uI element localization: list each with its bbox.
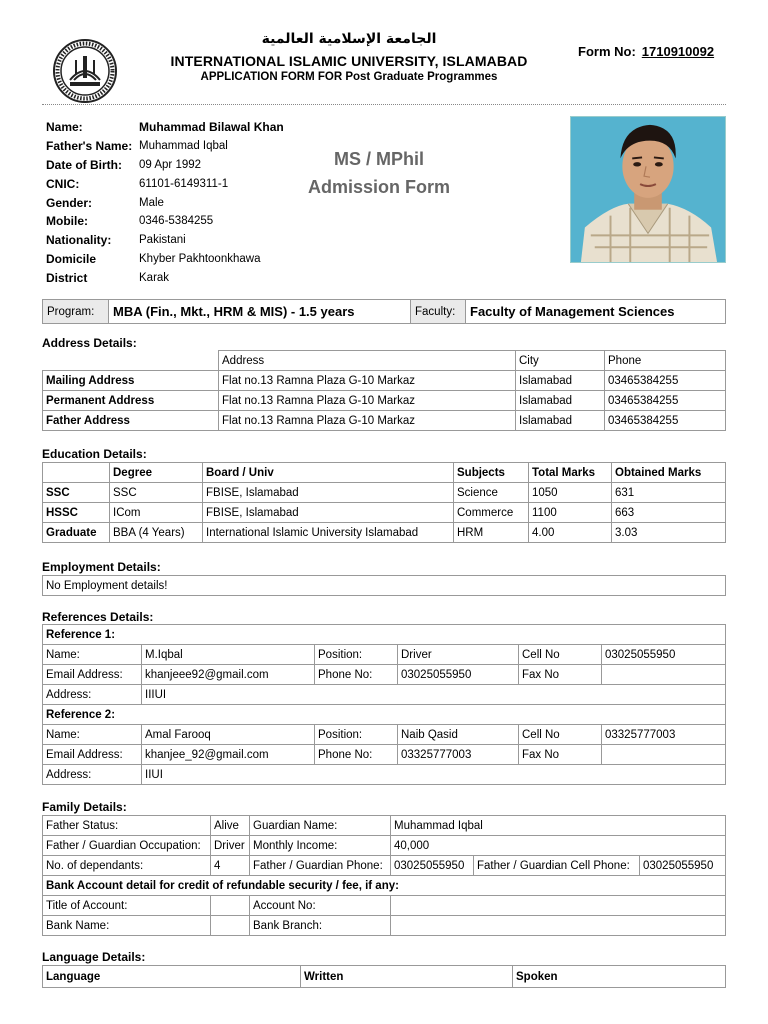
employment-table: [42, 575, 726, 596]
table-cell: 1100: [529, 503, 612, 523]
table-header-cell: Degree: [110, 463, 203, 483]
table-cell: Account No:: [250, 896, 391, 916]
info-label: Gender:: [46, 195, 93, 210]
table-cell: Father / Guardian Phone:: [250, 856, 391, 876]
info-row-cnic: [46, 174, 284, 193]
faculty-value: Faculty of Management Sciences: [470, 304, 675, 319]
info-label: Name:: [46, 120, 83, 135]
header-divider: [42, 104, 726, 105]
employment-section-title: Employment Details:: [42, 560, 161, 574]
table-cell: International Islamic University Islamabad: [203, 523, 454, 543]
table-cell: Science: [454, 483, 529, 503]
table-cell: Driver: [398, 645, 519, 665]
form-number-value: 1710910092: [641, 44, 715, 59]
program-value: MBA (Fin., Mkt., HRM & MIS) - 1.5 years: [109, 300, 411, 323]
info-row-gender: [46, 193, 284, 212]
form-number: [578, 44, 714, 59]
info-value: Muhammad Bilawal Khan: [139, 120, 284, 135]
table-row: [43, 856, 726, 876]
table-cell: [602, 745, 726, 765]
table-cell: 03025055950: [391, 856, 474, 876]
table-cell: 4.00: [529, 523, 612, 543]
table-cell: [211, 916, 250, 936]
address-section-title: Address Details:: [42, 336, 137, 350]
table-cell: Father Status:: [43, 816, 211, 836]
table-header-cell: Written: [301, 966, 513, 988]
table-cell: Islamabad: [516, 371, 605, 391]
education-section-title: Education Details:: [42, 447, 147, 461]
info-row-nationality: [46, 231, 284, 250]
table-header-cell: Address: [219, 351, 516, 371]
table-cell: khanjeee92@gmail.com: [142, 665, 315, 685]
form-title: APPLICATION FORM FOR Post Graduate Programmes: [200, 71, 498, 83]
table-header-cell: [43, 351, 219, 371]
language-section-title: Language Details:: [42, 950, 146, 964]
info-value: 0346-5384255: [139, 215, 214, 228]
table-cell: BBA (4 Years): [110, 523, 203, 543]
table-row: [43, 523, 726, 543]
info-row-district: [46, 268, 284, 287]
table-header-row: [43, 351, 726, 371]
language-table: [42, 965, 726, 988]
info-row-father-name: [46, 137, 284, 156]
table-cell: HRM: [454, 523, 529, 543]
table-row: [43, 896, 726, 916]
table-row: [43, 876, 726, 896]
table-cell: khanjee_92@gmail.com: [142, 745, 315, 765]
table-cell: 663: [612, 503, 726, 523]
table-cell: Bank Branch:: [250, 916, 391, 936]
table-cell: Mailing Address: [43, 371, 219, 391]
table-cell: 03325777003: [398, 745, 519, 765]
table-cell: Phone No:: [315, 665, 398, 685]
table-cell: 03025055950: [398, 665, 519, 685]
table-cell: Cell No: [519, 725, 602, 745]
info-label: Nationality:: [46, 233, 112, 248]
table-cell: Email Address:: [43, 745, 142, 765]
table-header-cell: Obtained Marks: [612, 463, 726, 483]
form-number-label: Form No:: [578, 44, 636, 59]
references-table: [42, 624, 726, 785]
table-cell: Position:: [315, 725, 398, 745]
table-cell: Father / Guardian Occupation:: [43, 836, 211, 856]
table-cell: Muhammad Iqbal: [391, 816, 726, 836]
table-cell: Bank Name:: [43, 916, 211, 936]
info-value: Karak: [139, 271, 170, 284]
table-cell: 40,000: [391, 836, 726, 856]
admission-line-2: Admission Form: [307, 177, 450, 197]
info-value: Pakistani: [139, 234, 186, 247]
table-cell: 03465384255: [605, 371, 726, 391]
table-header-cell: Phone: [605, 351, 726, 371]
info-row-name: [46, 118, 284, 137]
table-cell: Flat no.13 Ramna Plaza G-10 Markaz: [219, 411, 516, 431]
table-cell: 03465384255: [605, 411, 726, 431]
table-cell: [602, 665, 726, 685]
table-cell: 631: [612, 483, 726, 503]
table-header-cell: Total Marks: [529, 463, 612, 483]
reference-1-heading: Reference 1:: [43, 625, 726, 645]
table-row: [43, 916, 726, 936]
table-cell: 03465384255: [605, 391, 726, 411]
table-cell: Flat no.13 Ramna Plaza G-10 Markaz: [219, 391, 516, 411]
table-cell: Driver: [211, 836, 250, 856]
reference-heading-row: [43, 705, 726, 725]
table-cell: Phone No:: [315, 745, 398, 765]
university-seal-icon: [52, 38, 118, 104]
table-cell: Islamabad: [516, 391, 605, 411]
faculty-label: Faculty:: [411, 300, 466, 323]
info-row-mobile: [46, 212, 284, 231]
table-row: [43, 483, 726, 503]
table-cell: Naib Qasid: [398, 725, 519, 745]
table-row: [43, 411, 726, 431]
table-cell: Monthly Income:: [250, 836, 391, 856]
table-header-cell: [43, 463, 110, 483]
table-cell: 3.03: [612, 523, 726, 543]
table-cell: 4: [211, 856, 250, 876]
table-cell: Name:: [43, 645, 142, 665]
address-table: [42, 350, 726, 431]
info-value: 61101-6149311-1: [139, 177, 229, 190]
table-cell: SSC: [43, 483, 110, 503]
program-bar: [42, 299, 726, 324]
info-label: District: [46, 270, 88, 285]
table-cell: Fax No: [519, 665, 602, 685]
family-table: [42, 815, 726, 936]
table-cell: 03025055950: [640, 856, 726, 876]
table-row: [43, 745, 726, 765]
table-row: [43, 836, 726, 856]
admission-form-heading: [290, 145, 468, 201]
personal-info: [46, 118, 284, 287]
info-value: 09 Apr 1992: [139, 158, 202, 171]
table-cell: Address:: [43, 765, 142, 785]
university-name: INTERNATIONAL ISLAMIC UNIVERSITY, ISLAMABAD: [170, 53, 528, 69]
table-cell: M.Iqbal: [142, 645, 315, 665]
table-row: [43, 665, 726, 685]
table-cell: IIUI: [142, 765, 726, 785]
table-row: [43, 685, 726, 705]
university-arabic-name: الجامعة الإسلامية العالمية: [261, 31, 437, 47]
table-cell: 03025055950: [602, 645, 726, 665]
table-cell: ICom: [110, 503, 203, 523]
table-cell: IIIUI: [142, 685, 726, 705]
table-header-cell: Subjects: [454, 463, 529, 483]
info-label: Father's Name:: [46, 139, 133, 154]
table-header-cell: City: [516, 351, 605, 371]
reference-2-heading: Reference 2:: [43, 705, 726, 725]
info-value: Muhammad Iqbal: [139, 140, 228, 153]
table-cell: Title of Account:: [43, 896, 211, 916]
table-cell: SSC: [110, 483, 203, 503]
table-cell: Flat no.13 Ramna Plaza G-10 Markaz: [219, 371, 516, 391]
education-table: [42, 462, 726, 543]
table-cell: [211, 896, 250, 916]
table-cell: Commerce: [454, 503, 529, 523]
table-cell: 1050: [529, 483, 612, 503]
table-row: [43, 503, 726, 523]
info-row-dob: [46, 156, 284, 175]
info-label: CNIC:: [46, 176, 80, 191]
table-row: [43, 725, 726, 745]
table-cell: Islamabad: [516, 411, 605, 431]
program-label: Program:: [43, 300, 109, 323]
table-header-row: [43, 463, 726, 483]
info-label: Mobile:: [46, 214, 88, 229]
table-cell: Father / Guardian Cell Phone:: [474, 856, 640, 876]
info-row-domicile: [46, 250, 284, 269]
table-cell: Name:: [43, 725, 142, 745]
info-label: Domicile: [46, 251, 97, 266]
table-cell: Alive: [211, 816, 250, 836]
table-cell: [391, 916, 726, 936]
table-cell: Amal Farooq: [142, 725, 315, 745]
applicant-photo: [570, 116, 726, 263]
employment-text: No Employment details!: [43, 576, 726, 596]
table-row: [43, 765, 726, 785]
table-header-cell: Spoken: [513, 966, 726, 988]
table-cell: [391, 896, 726, 916]
table-cell: FBISE, Islamabad: [203, 483, 454, 503]
table-header-cell: Board / Univ: [203, 463, 454, 483]
table-cell: Graduate: [43, 523, 110, 543]
info-label: Date of Birth:: [46, 157, 122, 172]
table-row: [43, 816, 726, 836]
table-header-row: [43, 966, 726, 988]
table-cell: No. of dependants:: [43, 856, 211, 876]
references-section-title: References Details:: [42, 610, 154, 624]
info-value: Khyber Pakhtoonkhawa: [139, 252, 261, 265]
table-cell: Guardian Name:: [250, 816, 391, 836]
bank-heading: Bank Account detail for credit of refundable security / fee, if any:: [43, 876, 726, 896]
info-value: Male: [139, 196, 164, 209]
table-cell: Permanent Address: [43, 391, 219, 411]
table-header-cell: Language: [43, 966, 301, 988]
table-row: [43, 576, 726, 596]
table-row: [43, 645, 726, 665]
table-cell: 03325777003: [602, 725, 726, 745]
table-cell: Email Address:: [43, 665, 142, 685]
family-section-title: Family Details:: [42, 800, 127, 814]
table-cell: Cell No: [519, 645, 602, 665]
table-cell: FBISE, Islamabad: [203, 503, 454, 523]
table-cell: Address:: [43, 685, 142, 705]
table-row: [43, 371, 726, 391]
table-cell: HSSC: [43, 503, 110, 523]
table-cell: Position:: [315, 645, 398, 665]
table-cell: Fax No: [519, 745, 602, 765]
table-row: [43, 391, 726, 411]
reference-heading-row: [43, 625, 726, 645]
admission-line-1: MS / MPhil: [334, 149, 424, 169]
table-cell: Father Address: [43, 411, 219, 431]
